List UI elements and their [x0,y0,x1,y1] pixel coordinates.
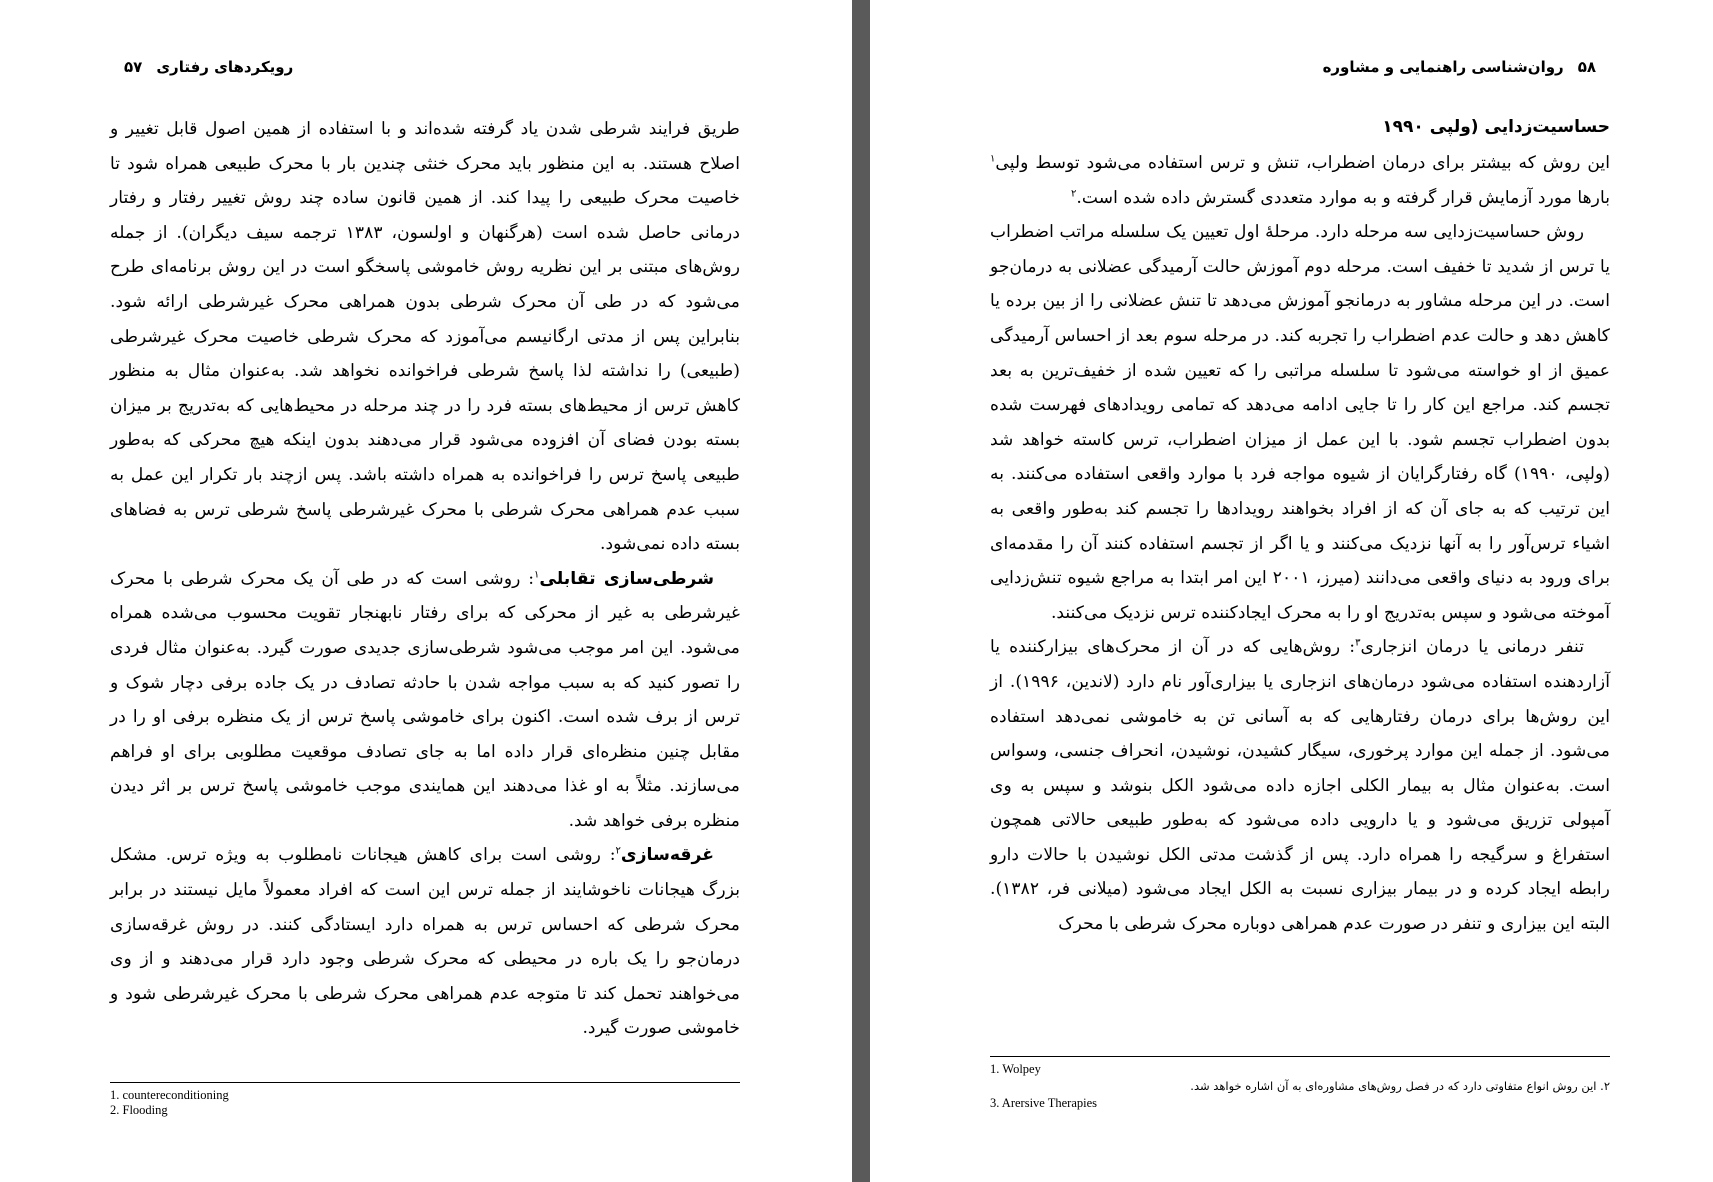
term-text: : روشی است برای کاهش هیجانات نامطلوب به ویژه ترس. مشکل بزرگ هیجانات ناخوشایند از جمله ترس این است که افراد معمولاً مایل نیستند در برابر محرک شرطی که احساس ترس به همراه دارد ایستادگی کنند. در روش غرقه‌سازی درمان‌جو را یک باره در محیطی که محرک شرطی وجود دارد قرار می‌دهند و از وی می‌خواهند تحمل کند تا متوجه عدم همراهی محرک شرطی با محرک غیرشرطی شود و خاموشی صورت گیرد. [110,845,740,1039]
running-header [110,52,740,82]
right-page [870,0,1713,1182]
footnote-marker: ۳ [1355,637,1361,649]
left-page [0,0,852,1182]
term-text: : روشی است که در طی آن یک محرک شرطی با محرک غیرشرطی به غیر از محرکی که برای رفتار نابهنجار تقویت محسوب می‌شده همراه می‌شود. این امر موجب می‌شود شرطی‌سازی جدیدی صورت گیرد. به‌عنوان مثال فردی را تصور کنید که به سبب مواجه شدن با حادثه تصادف در یک جاده برفی دچار شوک و ترس از برف شده است. اکنون برای خاموشی پاسخ ترس از یک منظره برفی او را در مقابل چنین منظره‌ای قرار داده اما به جای تصادف موقعیت مطلوبی برای او فراهم می‌سازند. مثلاً به او غذا می‌دهند این همایندی موجب خاموشی پاسخ ترس بر اثر دیدن منظره برفی خواهد شد. [110,568,740,831]
footnote-marker: ۱ [990,153,996,165]
page-number: ۵۷ [124,58,143,76]
page-number: ۵۸ [1577,58,1596,76]
body-text [990,108,1610,942]
footnote: 1. countereconditioning [110,1088,229,1102]
paragraph: تنفر درمانی یا درمان انزجاری$^۳$: روش‌هایی که در آن از محرک‌های بیزارکننده یا آزاردهنده استفاده می‌شود درمان‌های انزجاری یا بیزاری‌آور نام دارد (لاندین، ۱۹۹۶). از این روش‌ها برای درمان رفتارهایی که به آسانی تن به خاموشی نمی‌دهد استفاده می‌شود. از جمله این موارد پرخوری، سیگار کشیدن، نوشیدن، انحراف جنسی، وسواس است. به‌عنوان مثال به بیمار الکلی اجازه داده می‌شود الکل بنوشد و سپس به وی آمپولی تزریق می‌شود و یا دارویی داده می‌شود که به‌طور طبیعی حالاتی همچون استفراغ و سرگیجه را همراه دارد. پس از گذشت مدتی الکل نوشیدن با حالات دارو رابطه ایجاد کرده و در بیمار بیزاری نسبت به الکل ایجاد می‌شود (میلانی فر، ۱۳۸۲). البته این بیزاری و تنفر در صورت عدم همراهی دوباره محرک شرطی با محرک [990,637,1610,935]
page-gutter [852,0,870,1182]
term-label: غرقه‌سازی [620,845,714,866]
term-label: شرطی‌سازی تقابلی [539,568,715,589]
footnotes [110,1088,740,1118]
footnotes [990,1062,1610,1111]
footnote-marker: ۲ [615,845,621,857]
paragraph: این روش که بیشتر برای درمان اضطراب، تنش و ترس استفاده می‌شود توسط ولپی$^۱$ بارها مورد آزمایش قرار گرفته و به موارد متعددی گسترش داده شده است.$^۲$ [990,153,1610,208]
footnote-marker: ۱ [534,568,540,580]
body-text [110,112,740,1046]
running-header [990,52,1610,82]
header-title: رویکردهای رفتاری [156,58,294,76]
footnote-marker: ۲ [1071,187,1077,199]
footnote: 2. Flooding [110,1103,168,1117]
header-title: روان‌شناسی راهنمایی و مشاوره [1322,58,1564,76]
paragraph: طریق فرایند شرطی شدن یاد گرفته شده‌اند و با استفاده از همین اصول قابل تغییر و اصلاح هستند. به این منظور باید محرک خنثی چندین بار با محرک طبیعی همراه شود تا خاصیت محرک طبیعی را پیدا کند. از همین قانون ساده چند روش تغییر رفتار و رفتار درمانی حاصل شده است (هرگنهان و اولسون، ۱۳۸۳ ترجمه سیف دیگران). از جمله روش‌های مبتنی بر این نظریه روش خاموشی پاسخگو است در این روش برنامه‌ای طرح می‌شود که در طی آن محرک شرطی بدون همراهی محرک غیرشرطی ارائه شود. بنابراین پس از مدتی ارگانیسم می‌آموزد که محرک شرطی خاصیت محرک غیرشرطی (طبیعی) را نداشته لذا پاسخ شرطی فراخوانده نخواهد شد. به‌عنوان مثال به منظور کاهش ترس از محیط‌های بسته فرد را در چند مرحله در محیط‌هایی که به‌تدریج بر میزان بسته بودن فضای آن افزوده می‌شود قرار می‌دهند بدون اینکه هیچ محرکی که به‌طور طبیعی پاسخ ترس را فراخوانده به همراه داشته باشد. پس ازچند بار تکرار این عمل به سبب عدم همراهی محرک شرطی با محرک غیرشرطی پاسخ شرطی ترس به فضاهای بسته داده نمی‌شود. [110,119,740,555]
footnote-divider [990,1056,1610,1057]
footnote: 3. Arersive Therapies [990,1096,1098,1110]
paragraph-counterconditioning [110,562,740,839]
paragraph-flooding [110,838,740,1046]
section-heading: حساسیت‌زدایی (ولپی ۱۹۹۰ [1382,117,1610,137]
footnote: ۲. این روش انواع متفاوتی دارد که در فصل روش‌های مشاوره‌ای به آن اشاره خواهد شد. [1190,1079,1610,1093]
paragraph: روش حساسیت‌زدایی سه مرحله دارد. مرحلهٔ اول تعیین یک سلسله مراتب اضطراب یا ترس از شدید تا خفیف است. مرحله دوم آموزش حالت آرمیدگی عضلانی به درمان‌جو است. در این مرحله مشاور به درمانجو آموزش می‌دهد تا تنش عضلانی را از بین برده یا کاهش دهد و حالت عدم اضطراب را تجربه کند. در مرحله سوم بعد از احساس آرمیدگی عمیق از او خواسته می‌شود تا سلسله مراتبی را که تعیین شده از خفیف‌ترین به بعد تجسم کند. مراجع این کار را تا جایی ادامه می‌دهد که تمامی رویدادهای فهرست شده بدون اضطراب تجسم شود. با این عمل از میزان اضطراب، ترس کاسته خواهد شد (ولپی، ۱۹۹۰) گاه رفتارگرایان از شیوه مواجه فرد با موارد واقعی استفاده می‌کنند. به این ترتیب که به جای آن که از افراد بخواهند رویدادها را تجسم کند به‌طور واقعی به اشیاء ترس‌آور را به آنها نزدیک می‌کنند و یا اگر از تجسم استفاده کنند آن را مقدمه‌ای برای ورود به دنیای واقعی می‌دانند (میرز، ۲۰۰۱ این امر ابتدا به مراجع شیوه تنش‌زدایی آموخته می‌شود و سپس به‌تدریج او را به محرک ایجادکننده ترس نزدیک می‌کنند. [990,222,1610,623]
footnote-divider [110,1082,740,1083]
footnote: 1. Wolpey [990,1062,1041,1076]
